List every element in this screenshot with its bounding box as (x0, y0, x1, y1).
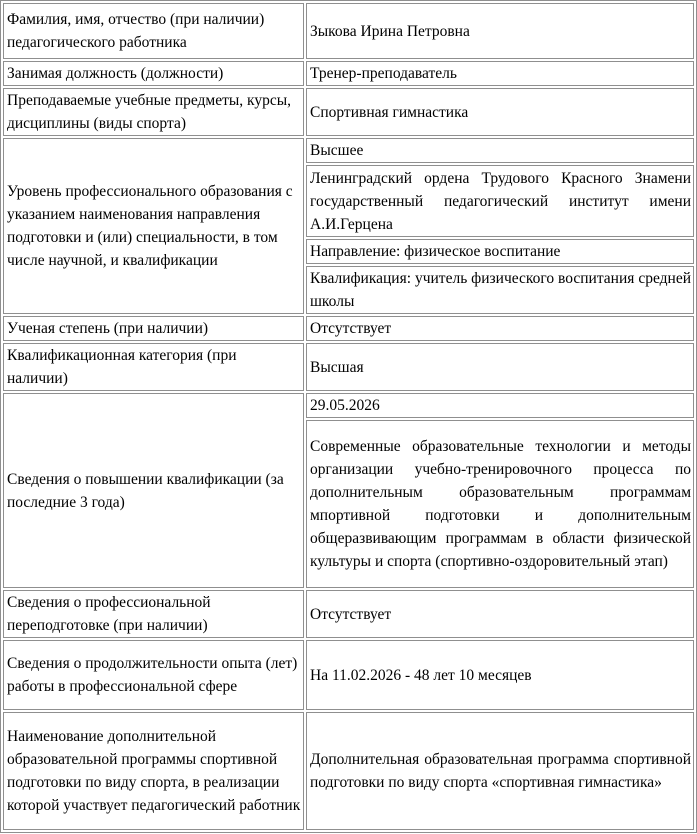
name-label: Фамилия, имя, отчество (при наличии) педагогического работника (3, 3, 304, 59)
name-value: Зыкова Ирина Петровна (306, 3, 694, 59)
category-label: Квалификационная категория (при наличии) (3, 343, 304, 391)
position-value: Тренер-преподаватель (306, 61, 694, 86)
row-category (3, 343, 694, 391)
row-name (3, 3, 694, 59)
training-date-value: 29.05.2026 (306, 393, 694, 418)
degree-label: Ученая степень (при наличии) (3, 316, 304, 341)
row-retraining (3, 590, 694, 638)
subjects-value: Спортивная гимнастика (306, 88, 694, 136)
subjects-label: Преподаваемые учебные предметы, курсы, дисциплины (виды спорта) (3, 88, 304, 136)
row-training-date (3, 393, 694, 418)
retraining-label: Сведения о профессиональной переподготовке (при наличии) (3, 590, 304, 638)
program-label: Наименование дополнительной образовательной программы спортивной подготовки по виду спорта, в реализации которой участвует педагогический работник (3, 712, 304, 830)
position-label: Занимая должность (должности) (3, 61, 304, 86)
education-institution-value: Ленинградский ордена Трудового Красного Знамени государственный педагогический институт имени А.И.Герцена (306, 165, 694, 237)
experience-label: Сведения о продолжительности опыта (лет) работы в профессиональной сфере (3, 640, 304, 710)
degree-value: Отсутствует (306, 316, 694, 341)
retraining-value: Отсутствует (306, 590, 694, 638)
row-degree (3, 316, 694, 341)
education-level-value: Высшее (306, 138, 694, 163)
education-qualification-value: Квалификация: учитель физического воспитания средней школы (306, 266, 694, 314)
row-experience (3, 640, 694, 710)
category-value: Высшая (306, 343, 694, 391)
row-subjects (3, 88, 694, 136)
row-position (3, 61, 694, 86)
education-direction-value: Направление: физическое воспитание (306, 239, 694, 264)
program-value: Дополнительная образовательная программа спортивной подготовки по виду спорта «спортивная гимнастика» (306, 712, 694, 830)
education-label: Уровень профессионального образования с указанием наименования направления подготовки и (или) специальности, в том числе научной, и квалификации (3, 138, 304, 314)
experience-value: На 11.02.2026 - 48 лет 10 месяцев (306, 640, 694, 710)
row-education-level (3, 138, 694, 163)
training-course-value: Современные образовательные технологии и методы организации учебно-тренировочного процесса по дополнительным образовательным программам мпортивной подготовки и дополнительным общеразвивающим программам в области физической культуры и спорта (спортивно-оздоровительный этап) (306, 420, 694, 588)
row-program (3, 712, 694, 830)
training-label: Сведения о повышении квалификации (за последние 3 года) (3, 393, 304, 588)
